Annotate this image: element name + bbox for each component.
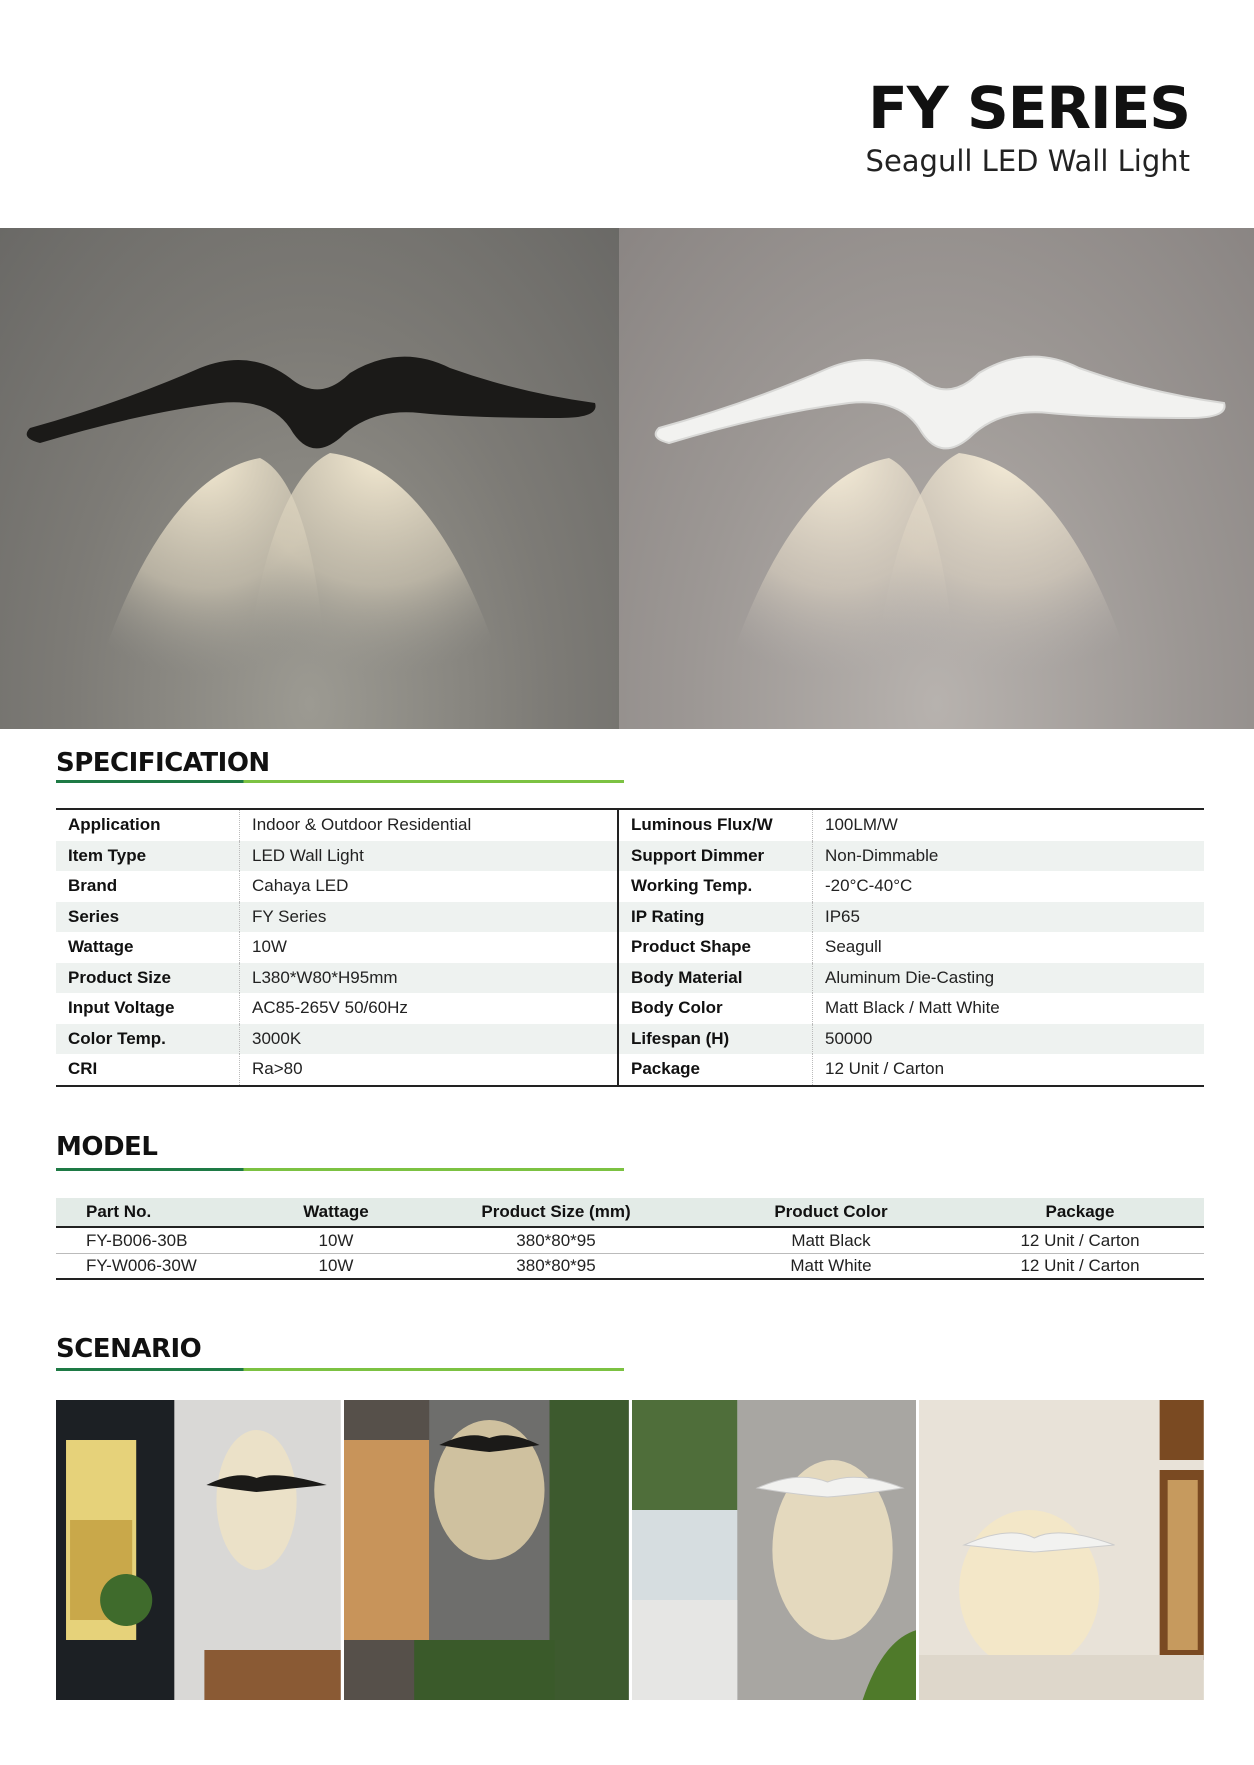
spec-key: Body Material xyxy=(619,963,813,994)
spec-key: Product Shape xyxy=(619,932,813,963)
scenario-images xyxy=(56,1400,1204,1700)
spec-row xyxy=(619,932,1204,963)
specification-underline xyxy=(56,780,624,783)
spec-row xyxy=(619,1054,1204,1085)
spec-key: Brand xyxy=(56,871,240,902)
cell-product-size: 380*80*95 xyxy=(516,1256,596,1275)
spec-row xyxy=(619,993,1204,1024)
spec-value: 10W xyxy=(252,937,287,957)
cell-product-color: Matt Black xyxy=(791,1230,871,1250)
spec-row xyxy=(56,871,617,902)
spec-row xyxy=(56,1024,617,1055)
specification-column-right xyxy=(619,810,1204,1085)
spec-key: Application xyxy=(56,810,240,841)
spec-row xyxy=(619,1024,1204,1055)
spec-value: 100LM/W xyxy=(825,815,898,835)
page-header xyxy=(0,0,1254,228)
cell-wattage: 10W xyxy=(318,1256,354,1275)
spec-key: CRI xyxy=(56,1054,240,1085)
spec-value: Matt Black / Matt White xyxy=(825,998,1000,1018)
scenario-image-modern-exterior xyxy=(632,1400,917,1700)
cell-product-size: 380*80*95 xyxy=(516,1230,596,1250)
spec-value: AC85-265V 50/60Hz xyxy=(252,998,408,1018)
column-header-wattage: Wattage xyxy=(303,1202,369,1221)
table-row xyxy=(56,1254,1204,1280)
table-row xyxy=(56,1228,1204,1254)
spec-row xyxy=(56,841,617,872)
spec-value: IP65 xyxy=(825,906,860,926)
scenario-heading: SCENARIO xyxy=(56,1334,202,1364)
cell-product-color: Matt White xyxy=(790,1256,872,1275)
model-heading: MODEL xyxy=(56,1132,158,1162)
spec-key: Package xyxy=(619,1054,813,1085)
page-subtitle: Seagull LED Wall Light xyxy=(865,144,1190,178)
spec-key: Luminous Flux/W xyxy=(619,810,813,841)
spec-value: Seagull xyxy=(825,937,882,957)
cell-part-no: FY-W006-30W xyxy=(86,1256,197,1275)
cell-part-no: FY-B006-30B xyxy=(86,1230,188,1250)
spec-value: Indoor & Outdoor Residential xyxy=(252,815,472,835)
spec-value: Cahaya LED xyxy=(252,876,349,896)
cell-package: 12 Unit / Carton xyxy=(1020,1256,1140,1275)
spec-key: Input Voltage xyxy=(56,993,240,1024)
model-table-header xyxy=(56,1198,1204,1228)
spec-key: Item Type xyxy=(56,841,240,872)
scenario-image-storefront xyxy=(56,1400,341,1700)
specification-heading: SPECIFICATION xyxy=(56,748,270,778)
hero-image-black-lamp xyxy=(0,228,619,729)
spec-key: Product Size xyxy=(56,963,240,994)
spec-row xyxy=(619,963,1204,994)
spec-row xyxy=(56,963,617,994)
hero-images xyxy=(0,228,1254,729)
spec-row xyxy=(619,841,1204,872)
spec-row xyxy=(619,871,1204,902)
spec-row xyxy=(56,902,617,933)
spec-value: -20°C-40°C xyxy=(825,876,913,896)
spec-row xyxy=(56,810,617,841)
spec-value: Non-Dimmable xyxy=(825,845,939,865)
scenario-underline xyxy=(56,1368,624,1371)
spec-value: LED Wall Light xyxy=(252,845,364,865)
spec-key: Lifespan (H) xyxy=(619,1024,813,1055)
specification-table xyxy=(56,808,1204,1087)
spec-row xyxy=(619,902,1204,933)
spec-key: Wattage xyxy=(56,932,240,963)
spec-key: Body Color xyxy=(619,993,813,1024)
spec-key: Color Temp. xyxy=(56,1024,240,1055)
column-header-package: Package xyxy=(1045,1202,1115,1221)
page-title: FY SERIES xyxy=(868,74,1190,142)
hero-image-white-lamp xyxy=(619,228,1254,729)
spec-row xyxy=(56,993,617,1024)
spec-row xyxy=(619,810,1204,841)
cell-wattage: 10W xyxy=(318,1230,354,1250)
spec-row xyxy=(56,1054,617,1085)
column-header-product-color: Product Color xyxy=(774,1202,888,1221)
spec-key: Series xyxy=(56,902,240,933)
spec-key: IP Rating xyxy=(619,902,813,933)
model-table xyxy=(56,1198,1204,1280)
spec-key: Working Temp. xyxy=(619,871,813,902)
scenario-image-brick-wall-garden xyxy=(344,1400,629,1700)
spec-key: Support Dimmer xyxy=(619,841,813,872)
spec-row xyxy=(56,932,617,963)
specification-column-left xyxy=(56,810,619,1085)
spec-value: Aluminum Die-Casting xyxy=(825,967,995,987)
spec-value: Ra>80 xyxy=(252,1059,303,1079)
model-underline xyxy=(56,1168,624,1171)
spec-value: FY Series xyxy=(252,906,327,926)
cell-package: 12 Unit / Carton xyxy=(1020,1230,1140,1250)
column-header-product-size: Product Size (mm) xyxy=(481,1202,631,1221)
spec-value: 12 Unit / Carton xyxy=(825,1059,945,1079)
scenario-image-interior-wall xyxy=(919,1400,1204,1700)
spec-value: 50000 xyxy=(825,1028,873,1048)
spec-value: 3000K xyxy=(252,1028,302,1048)
spec-value: L380*W80*H95mm xyxy=(252,967,398,987)
column-header-part-no: Part No. xyxy=(86,1202,152,1221)
